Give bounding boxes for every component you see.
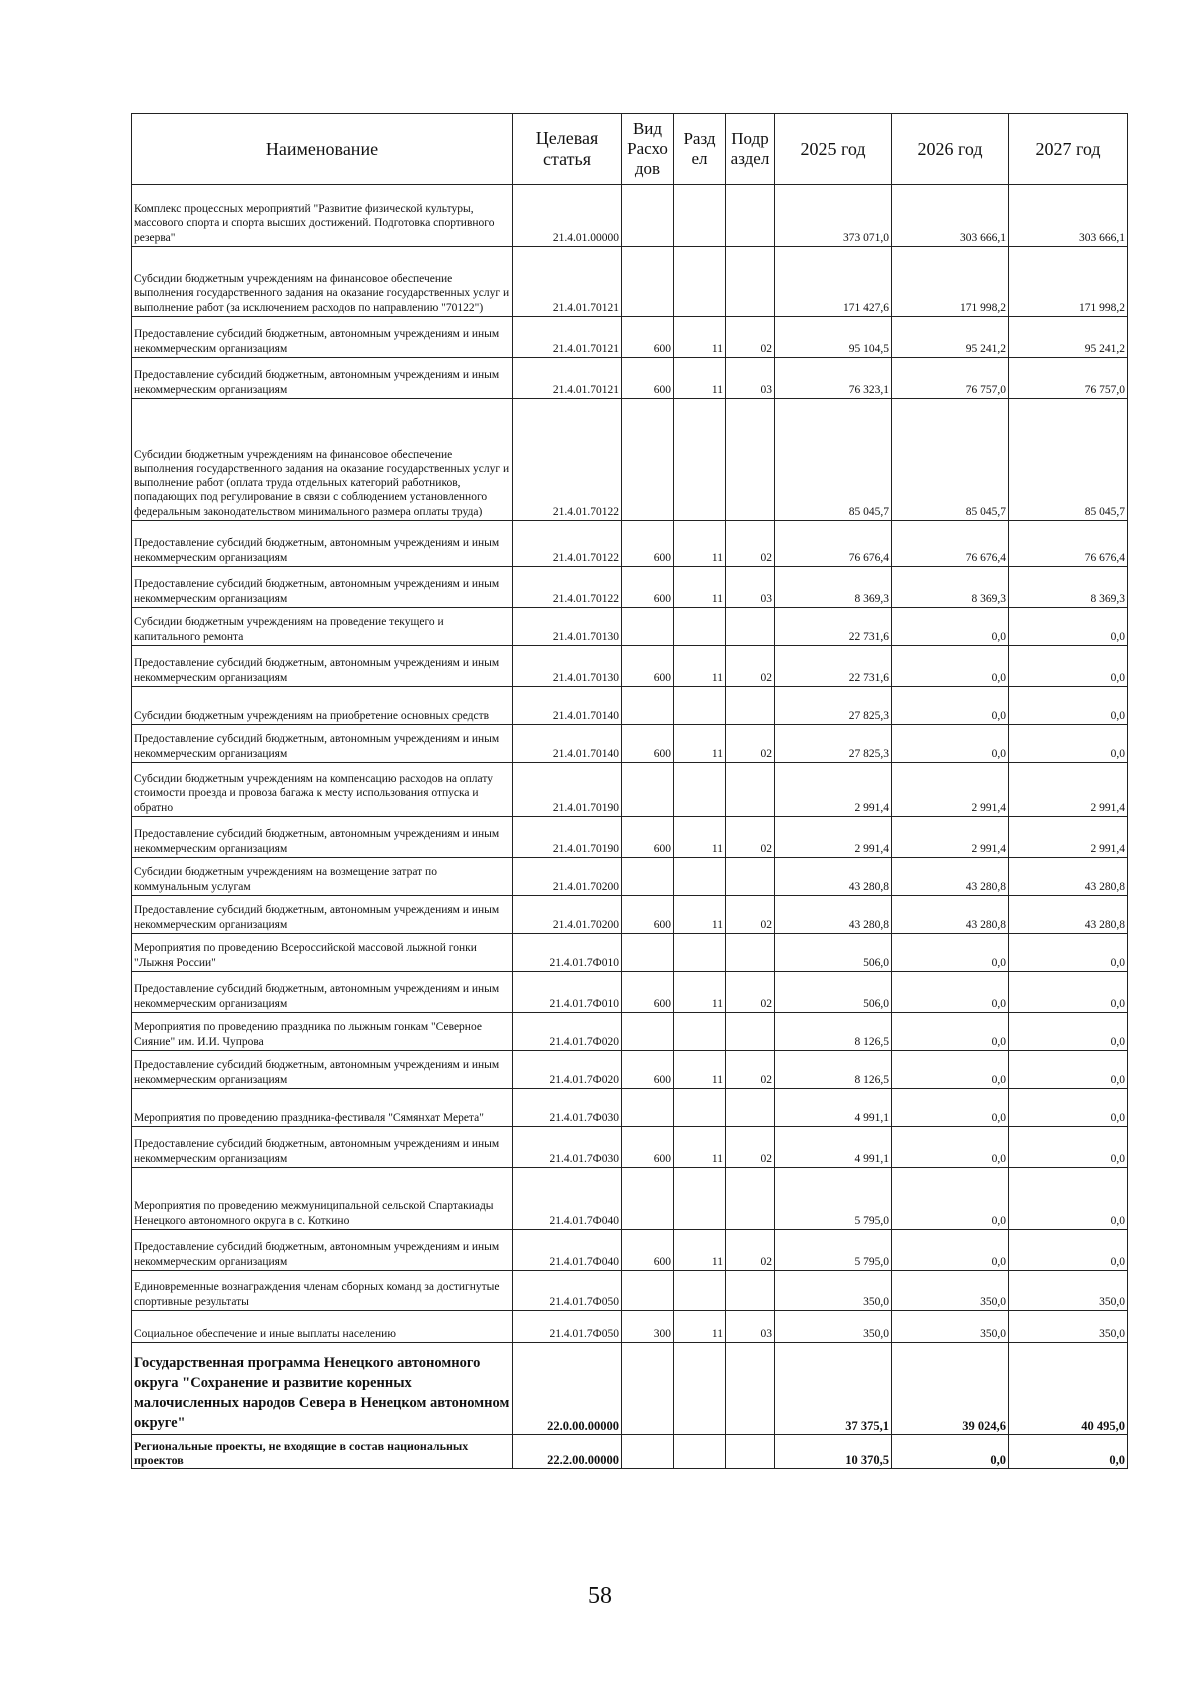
- row-year-2026-cell: 0,0: [892, 725, 1009, 763]
- row-section-cell: 11: [674, 817, 726, 858]
- row-name-cell: Мероприятия по проведению межмуниципальной сельской Спартакиады Ненецкого автономного округа в с. Коткино: [132, 1168, 513, 1230]
- row-target-article-cell: 21.4.01.7Ф020: [513, 1051, 622, 1089]
- row-year-2026-cell: 0,0: [892, 1168, 1009, 1230]
- table-row: [132, 1271, 1128, 1311]
- row-year-2025-cell: 43 280,8: [775, 858, 892, 896]
- row-year-2026-cell: 0,0: [892, 1013, 1009, 1051]
- row-expense-type-cell: [622, 608, 674, 646]
- row-year-2025-cell: 10 370,5: [775, 1435, 892, 1469]
- row-subsection-cell: [726, 687, 775, 725]
- row-subsection-cell: [726, 1435, 775, 1469]
- header-expense-type: Вид Расхо дов: [622, 114, 674, 185]
- table-row: [132, 1051, 1128, 1089]
- row-section-cell: [674, 185, 726, 247]
- row-year-2027-cell: 171 998,2: [1009, 247, 1128, 317]
- row-expense-type-cell: 600: [622, 567, 674, 608]
- table-row: [132, 1089, 1128, 1127]
- row-subsection-cell: 03: [726, 567, 775, 608]
- row-section-cell: 11: [674, 896, 726, 934]
- row-year-2027-cell: 0,0: [1009, 1127, 1128, 1168]
- row-expense-type-cell: 600: [622, 317, 674, 358]
- row-section-cell: [674, 608, 726, 646]
- row-name-cell: Субсидии бюджетным учреждениям на проведение текущего и капитального ремонта: [132, 608, 513, 646]
- row-expense-type-cell: 600: [622, 896, 674, 934]
- row-target-article-cell: 21.4.01.70122: [513, 521, 622, 567]
- row-year-2027-cell: 0,0: [1009, 725, 1128, 763]
- table-row: [132, 521, 1128, 567]
- row-name-cell: Единовременные вознаграждения членам сборных команд за достигнутые спортивные результаты: [132, 1271, 513, 1311]
- row-target-article-cell: 21.4.01.7Ф050: [513, 1271, 622, 1311]
- row-target-article-cell: 21.4.01.70122: [513, 399, 622, 521]
- table-body: [132, 185, 1128, 1469]
- row-name-cell: Предоставление субсидий бюджетным, автономным учреждениям и иным некоммерческим организациям: [132, 1051, 513, 1089]
- row-expense-type-cell: [622, 763, 674, 817]
- row-name-cell: Региональные проекты, не входящие в состав национальных проектов: [132, 1435, 513, 1469]
- row-subsection-cell: 02: [726, 896, 775, 934]
- row-year-2026-cell: 0,0: [892, 687, 1009, 725]
- table-row: [132, 972, 1128, 1013]
- row-expense-type-cell: 600: [622, 358, 674, 399]
- row-year-2027-cell: 350,0: [1009, 1271, 1128, 1311]
- table-row: [132, 687, 1128, 725]
- row-year-2025-cell: 506,0: [775, 972, 892, 1013]
- row-section-cell: 11: [674, 1051, 726, 1089]
- row-subsection-cell: [726, 1013, 775, 1051]
- row-year-2025-cell: 5 795,0: [775, 1168, 892, 1230]
- row-name-cell: Мероприятия по проведению праздника по лыжным гонкам "Северное Сияние" им. И.И. Чупрова: [132, 1013, 513, 1051]
- row-expense-type-cell: 600: [622, 725, 674, 763]
- row-subsection-cell: [726, 185, 775, 247]
- row-year-2025-cell: 43 280,8: [775, 896, 892, 934]
- row-expense-type-cell: [622, 1168, 674, 1230]
- row-name-cell: Государственная программа Ненецкого автономного округа "Сохранение и развитие коренных малочисленных народов Севера в Ненецком автономном округе": [132, 1343, 513, 1435]
- row-target-article-cell: 21.4.01.70130: [513, 608, 622, 646]
- row-year-2025-cell: 4 991,1: [775, 1089, 892, 1127]
- row-year-2026-cell: 0,0: [892, 608, 1009, 646]
- row-year-2027-cell: 43 280,8: [1009, 896, 1128, 934]
- row-target-article-cell: 21.4.01.7Ф010: [513, 934, 622, 972]
- row-section-cell: 11: [674, 1127, 726, 1168]
- row-name-cell: Предоставление субсидий бюджетным, автономным учреждениям и иным некоммерческим организациям: [132, 646, 513, 687]
- row-year-2026-cell: 0,0: [892, 1089, 1009, 1127]
- row-expense-type-cell: 600: [622, 521, 674, 567]
- budget-table: [131, 113, 1128, 1469]
- row-target-article-cell: 21.4.01.70140: [513, 725, 622, 763]
- row-section-cell: 11: [674, 358, 726, 399]
- row-expense-type-cell: [622, 1343, 674, 1435]
- row-expense-type-cell: [622, 185, 674, 247]
- row-subsection-cell: 02: [726, 1230, 775, 1271]
- row-subsection-cell: 02: [726, 725, 775, 763]
- table-row: [132, 934, 1128, 972]
- row-section-cell: 11: [674, 1230, 726, 1271]
- row-year-2026-cell: 2 991,4: [892, 763, 1009, 817]
- header-year-2025: 2025 год: [775, 114, 892, 185]
- row-name-cell: Комплекс процессных мероприятий "Развитие физической культуры, массового спорта и спорта высших достижений. Подготовка спортивного резерва": [132, 185, 513, 247]
- row-section-cell: 11: [674, 521, 726, 567]
- row-year-2025-cell: 76 676,4: [775, 521, 892, 567]
- row-section-cell: [674, 1168, 726, 1230]
- row-name-cell: Предоставление субсидий бюджетным, автономным учреждениям и иным некоммерческим организациям: [132, 1230, 513, 1271]
- row-subsection-cell: 02: [726, 521, 775, 567]
- table-row: [132, 725, 1128, 763]
- table-header-row: [132, 114, 1128, 185]
- row-subsection-cell: 02: [726, 972, 775, 1013]
- row-expense-type-cell: 600: [622, 1127, 674, 1168]
- row-target-article-cell: 21.4.01.7Ф040: [513, 1168, 622, 1230]
- row-year-2026-cell: 95 241,2: [892, 317, 1009, 358]
- row-year-2025-cell: 37 375,1: [775, 1343, 892, 1435]
- row-section-cell: [674, 399, 726, 521]
- row-year-2025-cell: 4 991,1: [775, 1127, 892, 1168]
- row-expense-type-cell: 600: [622, 972, 674, 1013]
- row-expense-type-cell: [622, 687, 674, 725]
- row-section-cell: [674, 1089, 726, 1127]
- row-target-article-cell: 21.4.01.70140: [513, 687, 622, 725]
- header-target-article: Целевая статья: [513, 114, 622, 185]
- row-name-cell: Предоставление субсидий бюджетным, автономным учреждениям и иным некоммерческим организациям: [132, 725, 513, 763]
- row-year-2026-cell: 85 045,7: [892, 399, 1009, 521]
- row-target-article-cell: 21.4.01.7Ф010: [513, 972, 622, 1013]
- row-section-cell: [674, 1013, 726, 1051]
- row-year-2027-cell: 0,0: [1009, 646, 1128, 687]
- row-year-2027-cell: 350,0: [1009, 1311, 1128, 1343]
- row-section-cell: 11: [674, 317, 726, 358]
- row-year-2027-cell: 95 241,2: [1009, 317, 1128, 358]
- row-year-2025-cell: 22 731,6: [775, 646, 892, 687]
- row-year-2025-cell: 22 731,6: [775, 608, 892, 646]
- row-subsection-cell: [726, 858, 775, 896]
- row-name-cell: Мероприятия по проведению Всероссийской массовой лыжной гонки "Лыжня России": [132, 934, 513, 972]
- header-year-2026: 2026 год: [892, 114, 1009, 185]
- row-subsection-cell: [726, 934, 775, 972]
- row-year-2027-cell: 0,0: [1009, 1013, 1128, 1051]
- row-year-2027-cell: 43 280,8: [1009, 858, 1128, 896]
- row-name-cell: Субсидии бюджетным учреждениям на приобретение основных средств: [132, 687, 513, 725]
- row-year-2025-cell: 27 825,3: [775, 687, 892, 725]
- table-row: [132, 608, 1128, 646]
- row-year-2027-cell: 8 369,3: [1009, 567, 1128, 608]
- table-row: [132, 1168, 1128, 1230]
- row-name-cell: Социальное обеспечение и иные выплаты населению: [132, 1311, 513, 1343]
- row-name-cell: Предоставление субсидий бюджетным, автономным учреждениям и иным некоммерческим организациям: [132, 1127, 513, 1168]
- table-row: [132, 399, 1128, 521]
- row-year-2026-cell: 0,0: [892, 1051, 1009, 1089]
- table-row: [132, 1435, 1128, 1469]
- row-name-cell: Предоставление субсидий бюджетным, автономным учреждениям и иным некоммерческим организациям: [132, 567, 513, 608]
- row-year-2026-cell: 350,0: [892, 1271, 1009, 1311]
- table-row: [132, 247, 1128, 317]
- row-year-2026-cell: 0,0: [892, 934, 1009, 972]
- row-expense-type-cell: 600: [622, 1230, 674, 1271]
- row-name-cell: Предоставление субсидий бюджетным, автономным учреждениям и иным некоммерческим организациям: [132, 817, 513, 858]
- row-name-cell: Субсидии бюджетным учреждениям на финансовое обеспечение выполнения государственного задания на оказание государственных услуг и выполнение работ (за исключением расходов по направлению "70122"): [132, 247, 513, 317]
- row-year-2026-cell: 76 676,4: [892, 521, 1009, 567]
- row-expense-type-cell: 300: [622, 1311, 674, 1343]
- row-year-2025-cell: 76 323,1: [775, 358, 892, 399]
- row-expense-type-cell: 600: [622, 646, 674, 687]
- row-expense-type-cell: [622, 1271, 674, 1311]
- row-section-cell: 11: [674, 1311, 726, 1343]
- row-subsection-cell: 02: [726, 817, 775, 858]
- header-subsection: Подр аздел: [726, 114, 775, 185]
- row-expense-type-cell: [622, 934, 674, 972]
- row-name-cell: Субсидии бюджетным учреждениям на компенсацию расходов на оплату стоимости проезда и провоза багажа к месту использования отпуска и обратно: [132, 763, 513, 817]
- row-name-cell: Предоставление субсидий бюджетным, автономным учреждениям и иным некоммерческим организациям: [132, 896, 513, 934]
- row-year-2026-cell: 8 369,3: [892, 567, 1009, 608]
- row-section-cell: [674, 1271, 726, 1311]
- table-row: [132, 817, 1128, 858]
- row-target-article-cell: 21.4.01.70200: [513, 896, 622, 934]
- row-target-article-cell: 21.4.01.7Ф020: [513, 1013, 622, 1051]
- row-target-article-cell: 22.2.00.00000: [513, 1435, 622, 1469]
- row-subsection-cell: 02: [726, 317, 775, 358]
- table-row: [132, 1127, 1128, 1168]
- row-subsection-cell: [726, 763, 775, 817]
- row-year-2025-cell: 85 045,7: [775, 399, 892, 521]
- row-target-article-cell: 21.4.01.00000: [513, 185, 622, 247]
- row-target-article-cell: 21.4.01.7Ф030: [513, 1089, 622, 1127]
- row-year-2027-cell: 0,0: [1009, 1230, 1128, 1271]
- row-year-2026-cell: 2 991,4: [892, 817, 1009, 858]
- row-year-2027-cell: 0,0: [1009, 934, 1128, 972]
- row-year-2027-cell: 0,0: [1009, 1168, 1128, 1230]
- table-row: [132, 1230, 1128, 1271]
- row-section-cell: [674, 1343, 726, 1435]
- header-section: Разд ел: [674, 114, 726, 185]
- row-section-cell: 11: [674, 646, 726, 687]
- row-year-2026-cell: 350,0: [892, 1311, 1009, 1343]
- row-name-cell: Предоставление субсидий бюджетным, автономным учреждениям и иным некоммерческим организациям: [132, 317, 513, 358]
- row-year-2027-cell: 0,0: [1009, 1089, 1128, 1127]
- row-target-article-cell: 21.4.01.70122: [513, 567, 622, 608]
- row-year-2025-cell: 8 369,3: [775, 567, 892, 608]
- table-row: [132, 1343, 1128, 1435]
- row-subsection-cell: [726, 1271, 775, 1311]
- row-name-cell: Предоставление субсидий бюджетным, автономным учреждениям и иным некоммерческим организациям: [132, 972, 513, 1013]
- row-year-2027-cell: 0,0: [1009, 687, 1128, 725]
- row-year-2026-cell: 171 998,2: [892, 247, 1009, 317]
- row-subsection-cell: 03: [726, 358, 775, 399]
- row-expense-type-cell: [622, 1089, 674, 1127]
- row-year-2025-cell: 350,0: [775, 1311, 892, 1343]
- row-section-cell: [674, 687, 726, 725]
- row-year-2025-cell: 506,0: [775, 934, 892, 972]
- table-row: [132, 858, 1128, 896]
- row-section-cell: [674, 1435, 726, 1469]
- row-name-cell: Субсидии бюджетным учреждениям на возмещение затрат по коммунальным услугам: [132, 858, 513, 896]
- row-target-article-cell: 21.4.01.70190: [513, 763, 622, 817]
- row-year-2026-cell: 0,0: [892, 972, 1009, 1013]
- table-row: [132, 763, 1128, 817]
- row-expense-type-cell: [622, 1013, 674, 1051]
- header-name: Наименование: [132, 114, 513, 185]
- table-row: [132, 317, 1128, 358]
- row-year-2026-cell: 0,0: [892, 1435, 1009, 1469]
- row-year-2025-cell: 8 126,5: [775, 1051, 892, 1089]
- row-subsection-cell: [726, 1168, 775, 1230]
- row-year-2025-cell: 2 991,4: [775, 817, 892, 858]
- row-expense-type-cell: [622, 1435, 674, 1469]
- table-row: [132, 185, 1128, 247]
- row-subsection-cell: [726, 1343, 775, 1435]
- header-year-2027: 2027 год: [1009, 114, 1128, 185]
- row-year-2027-cell: 303 666,1: [1009, 185, 1128, 247]
- row-year-2027-cell: 0,0: [1009, 1051, 1128, 1089]
- row-year-2026-cell: 0,0: [892, 1127, 1009, 1168]
- row-year-2025-cell: 350,0: [775, 1271, 892, 1311]
- row-subsection-cell: 02: [726, 1051, 775, 1089]
- row-target-article-cell: 21.4.01.70200: [513, 858, 622, 896]
- row-year-2025-cell: 95 104,5: [775, 317, 892, 358]
- row-section-cell: [674, 763, 726, 817]
- table-row: [132, 1311, 1128, 1343]
- row-subsection-cell: [726, 399, 775, 521]
- row-section-cell: 11: [674, 972, 726, 1013]
- row-subsection-cell: [726, 608, 775, 646]
- row-year-2026-cell: 303 666,1: [892, 185, 1009, 247]
- row-target-article-cell: 21.4.01.70121: [513, 358, 622, 399]
- row-subsection-cell: 02: [726, 646, 775, 687]
- row-year-2027-cell: 0,0: [1009, 608, 1128, 646]
- row-year-2025-cell: 2 991,4: [775, 763, 892, 817]
- row-target-article-cell: 21.4.01.7Ф040: [513, 1230, 622, 1271]
- row-subsection-cell: 02: [726, 1127, 775, 1168]
- row-year-2027-cell: 2 991,4: [1009, 763, 1128, 817]
- row-year-2025-cell: 8 126,5: [775, 1013, 892, 1051]
- row-subsection-cell: [726, 1089, 775, 1127]
- row-year-2026-cell: 0,0: [892, 1230, 1009, 1271]
- row-target-article-cell: 21.4.01.7Ф030: [513, 1127, 622, 1168]
- row-expense-type-cell: 600: [622, 1051, 674, 1089]
- row-section-cell: 11: [674, 567, 726, 608]
- row-name-cell: Субсидии бюджетным учреждениям на финансовое обеспечение выполнения государственного задания на оказание государственных услуг и выполнение работ (оплата труда отдельных категорий работников, попадающих под регулирование в связи с соблюдением установленного федеральным законодательством минимального размера оплаты труда): [132, 399, 513, 521]
- row-year-2025-cell: 5 795,0: [775, 1230, 892, 1271]
- table-row: [132, 358, 1128, 399]
- table-row: [132, 896, 1128, 934]
- row-year-2027-cell: 0,0: [1009, 972, 1128, 1013]
- row-year-2025-cell: 27 825,3: [775, 725, 892, 763]
- table-row: [132, 646, 1128, 687]
- row-section-cell: [674, 247, 726, 317]
- row-section-cell: [674, 858, 726, 896]
- row-year-2026-cell: 0,0: [892, 646, 1009, 687]
- page-number: 58: [588, 1583, 612, 1609]
- row-year-2027-cell: 76 757,0: [1009, 358, 1128, 399]
- row-section-cell: [674, 934, 726, 972]
- row-year-2026-cell: 43 280,8: [892, 896, 1009, 934]
- row-subsection-cell: 03: [726, 1311, 775, 1343]
- table-row: [132, 567, 1128, 608]
- row-section-cell: 11: [674, 725, 726, 763]
- row-target-article-cell: 21.4.01.70190: [513, 817, 622, 858]
- row-target-article-cell: 21.4.01.70130: [513, 646, 622, 687]
- row-year-2027-cell: 85 045,7: [1009, 399, 1128, 521]
- row-year-2027-cell: 76 676,4: [1009, 521, 1128, 567]
- row-expense-type-cell: [622, 247, 674, 317]
- row-expense-type-cell: [622, 858, 674, 896]
- row-subsection-cell: [726, 247, 775, 317]
- row-year-2027-cell: 0,0: [1009, 1435, 1128, 1469]
- row-target-article-cell: 22.0.00.00000: [513, 1343, 622, 1435]
- row-target-article-cell: 21.4.01.70121: [513, 317, 622, 358]
- row-name-cell: Мероприятия по проведению праздника-фестиваля "Сямянхат Мерета": [132, 1089, 513, 1127]
- row-year-2025-cell: 373 071,0: [775, 185, 892, 247]
- row-target-article-cell: 21.4.01.7Ф050: [513, 1311, 622, 1343]
- row-name-cell: Предоставление субсидий бюджетным, автономным учреждениям и иным некоммерческим организациям: [132, 521, 513, 567]
- row-year-2026-cell: 39 024,6: [892, 1343, 1009, 1435]
- row-name-cell: Предоставление субсидий бюджетным, автономным учреждениям и иным некоммерческим организациям: [132, 358, 513, 399]
- row-expense-type-cell: [622, 399, 674, 521]
- table-row: [132, 1013, 1128, 1051]
- row-year-2027-cell: 2 991,4: [1009, 817, 1128, 858]
- row-year-2027-cell: 40 495,0: [1009, 1343, 1128, 1435]
- row-year-2026-cell: 43 280,8: [892, 858, 1009, 896]
- row-expense-type-cell: 600: [622, 817, 674, 858]
- row-target-article-cell: 21.4.01.70121: [513, 247, 622, 317]
- row-year-2026-cell: 76 757,0: [892, 358, 1009, 399]
- row-year-2025-cell: 171 427,6: [775, 247, 892, 317]
